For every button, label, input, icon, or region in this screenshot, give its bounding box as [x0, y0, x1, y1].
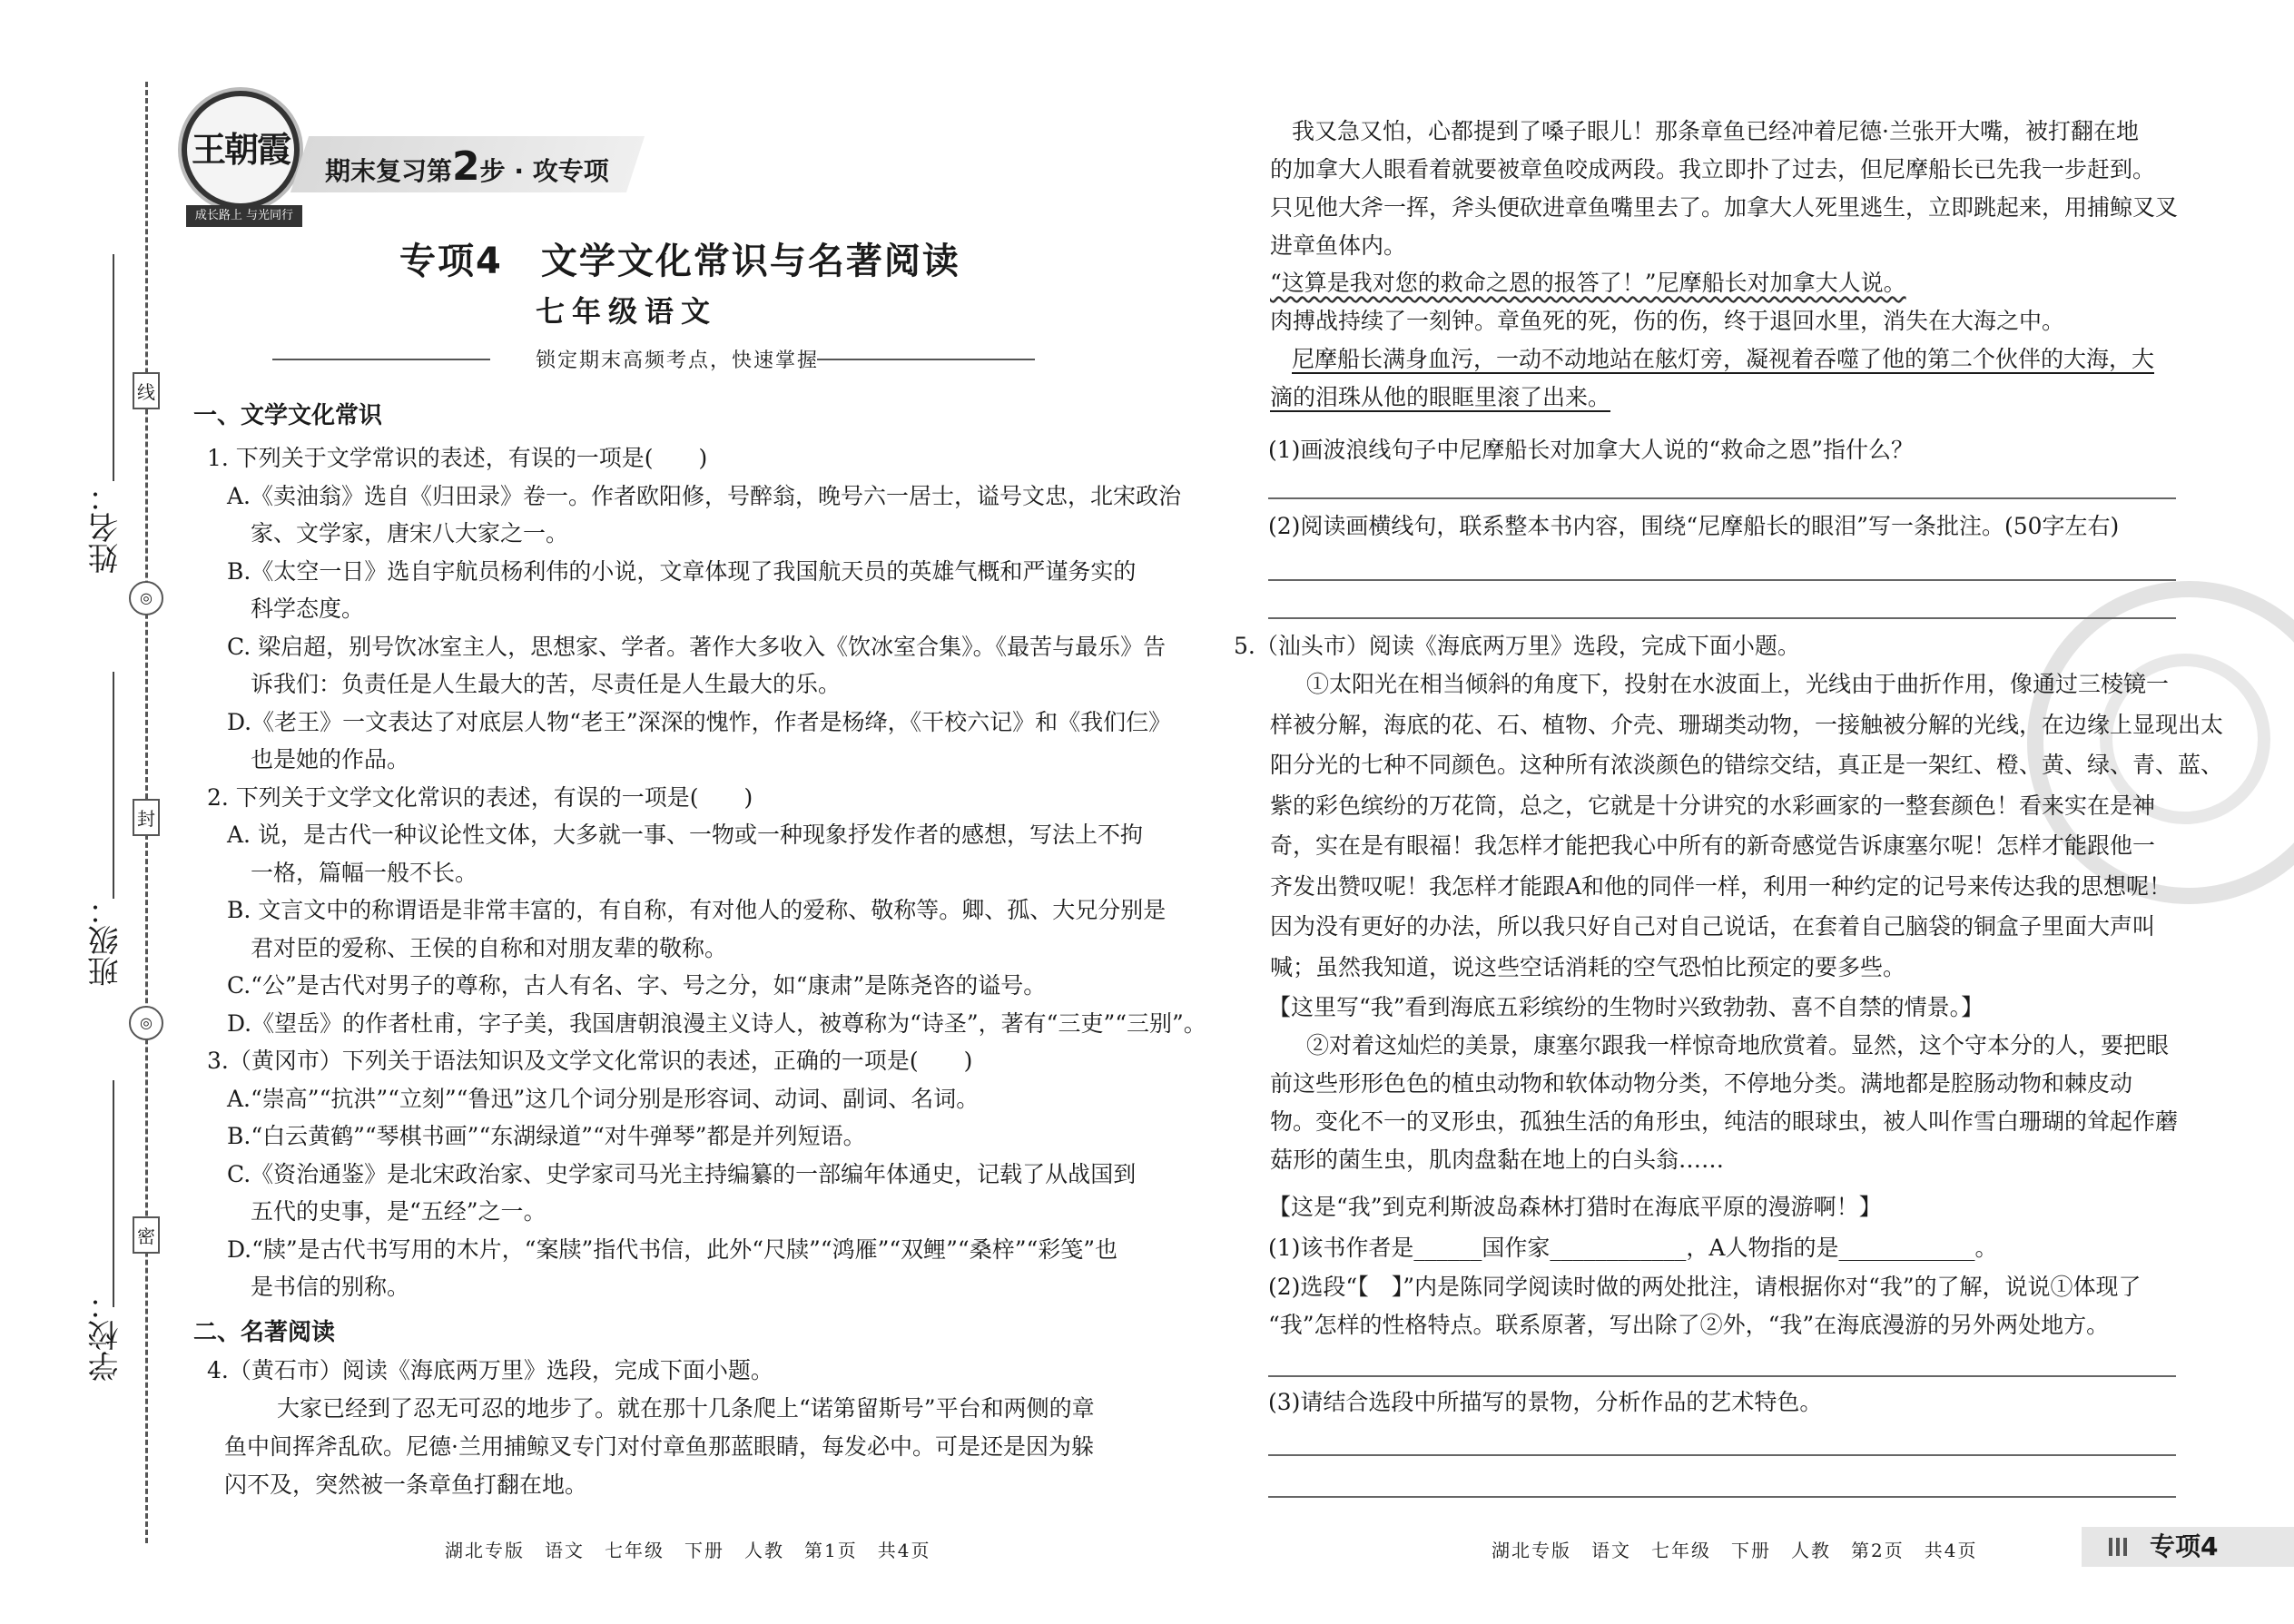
question-4-1: (1)画波浪线句子中尼摩船长对加拿大人说的“救命之恩”指什么？ — [1268, 437, 1914, 463]
text-line: A.“崇高”“抗洪”“立刻”“鲁迅”这几个词分别是形容词、动词、副词、名词。 — [227, 1085, 980, 1112]
tagline-rule-right — [817, 359, 1035, 360]
binding-hole-icon: ◎ — [129, 1006, 163, 1040]
page-subtitle: 七年级语文 — [536, 294, 718, 329]
logo-ribbon: 成长路上 与光同行 — [186, 205, 302, 227]
binding-hole-icon: ◎ — [129, 581, 163, 615]
name-field-label: 姓名： — [88, 481, 124, 574]
text-line: 奇，实在是有眼福！我怎样才能把我心中所有的新奇感觉告诉康塞尔呢！怎样才能跟他一 — [1270, 832, 2156, 859]
text-line: C. 梁启超，别号饮冰室主人，思想家、学者。著作大多收入《饮冰室合集》。《最苦与最乐》告 — [227, 633, 1167, 660]
grid-icon — [2109, 1538, 2131, 1556]
text-line: 大家已经到了忍无可忍的地步了。就在那十几条爬上“诺第留斯号”平台和两侧的章 — [277, 1395, 1095, 1422]
text-line: 3.（黄冈市）下列关于语法知识及文学文化常识的表述，正确的一项是( ) — [207, 1048, 973, 1074]
text-line: A. 说，是古代一种议论性文体，大多就一事、一物或一种现象抒发作者的感想，写法上不拘 — [227, 822, 1143, 848]
binding-mark-mi: 密 — [133, 1216, 160, 1254]
text-line: ①太阳光在相当倾斜的角度下，投射在水波面上，光线由于曲折作用，像通过三棱镜一 — [1306, 671, 2170, 697]
text-line: 君对臣的爱称、王侯的自称和对朋友辈的敬称。 — [251, 934, 728, 961]
page-footer-2: 湖北专版 语文 七年级 下册 人教 第2页 共4页 — [1492, 1540, 1978, 1561]
text-line: 阳分光的七种不同颜色。这种所有浓淡颜色的错综交结，真正是一架红、橙、黄、绿、青、蓝、 — [1270, 752, 2224, 778]
binding-mark-feng: 封 — [133, 799, 160, 836]
tagline: 锁定期末高频考点，快速掌握 — [536, 349, 820, 372]
right-page — [1147, 0, 2294, 1624]
school-field-label: 学校： — [88, 1289, 124, 1382]
question-4-prompt: 4.（黄石市）阅读《海底两万里》选段，完成下面小题。 — [207, 1357, 773, 1383]
section-heading-2: 二、名著阅读 — [193, 1319, 336, 1346]
text-line: 喊；虽然我知道，说这些空话消耗的空气恐怕比预定的要多些。 — [1270, 953, 1906, 980]
name-field-line[interactable] — [113, 254, 114, 481]
text-line: 只见他大斧一挥，斧头便砍进章鱼嘴里去了。加拿大人死里逃生，立即跳起来，用捕鲸叉叉 — [1270, 194, 2179, 221]
text-line: 五代的史事，是“五经”之一。 — [251, 1198, 546, 1225]
text-line: 一格，篇幅一般不长。 — [251, 859, 478, 886]
tagline-rule-left — [272, 359, 490, 360]
answer-line[interactable] — [1268, 1496, 2176, 1498]
text-line: 1. 下列关于文学常识的表述，有误的一项是( ) — [207, 445, 708, 471]
passage-4-para2: 肉搏战持续了一刻钟。章鱼死的死，伤的伤，终于退回水里，消失在大海之中。 — [1270, 308, 2065, 334]
text-line: 菇形的菌生虫，肌肉盘黏在地上的白头翁…… — [1270, 1147, 1725, 1173]
text-line: B.“白云黄鹤”“琴棋书画”“东湖绿道”“对牛弹琴”都是并列短语。 — [227, 1123, 866, 1149]
question-5-prompt: 5.（汕头市）阅读《海底两万里》选段，完成下面小题。 — [1234, 633, 1800, 659]
page-title: 专项4 文学文化常识与名著阅读 — [399, 241, 960, 282]
text-line: B. 文言文中的称谓语是非常丰富的，有自称，有对他人的爱称、敬称等。卿、孤、大兄分别是 — [227, 897, 1167, 923]
text-line: 滴的泪珠从他的眼眶里滚了出来。 — [1270, 384, 1611, 410]
wavy-underlined-sentence: “这算是我对您的救命之恩的报答了！”尼摩船长对加拿大人说。 — [1270, 270, 1906, 296]
text-line: 进章鱼体内。 — [1270, 232, 1407, 259]
text-line: 是书信的别称。 — [251, 1274, 410, 1300]
text-line: 科学态度。 — [251, 595, 365, 622]
answer-line[interactable] — [1268, 1454, 2176, 1456]
tagline-row — [272, 345, 1035, 372]
class-field-label: 班级： — [88, 894, 124, 987]
text-line: 样被分解，海底的花、石、植物、介壳、珊瑚类动物，一接触被分解的光线，在边缘上显现出太 — [1270, 711, 2224, 738]
text-line: B.《太空一日》选自宇航员杨利伟的小说，文章体现了我国航天员的英雄气概和严谨务实的 — [227, 557, 1137, 585]
annotation-1: 【这里写“我”看到海底五彩缤纷的生物时兴致勃勃、喜不自禁的情景。】 — [1268, 994, 1984, 1020]
text-line: 也是她的作品。 — [251, 746, 410, 773]
section-heading-1: 一、文学文化常识 — [193, 402, 383, 429]
text-line: C.“公”是古代对男子的尊称，古人有名、字、号之分，如“康肃”是陈尧咨的谥号。 — [227, 972, 1047, 999]
answer-line[interactable] — [1268, 1375, 2176, 1377]
banner-prefix: 期末复习第 — [325, 156, 453, 186]
question-5-3: (3)请结合选段中所描写的景物，分析作品的艺术特色。 — [1268, 1389, 1823, 1415]
question-5-1: (1)该书作者是______国作家____________，A人物指的是____________。 — [1268, 1235, 1998, 1261]
binding-mark-xian: 线 — [133, 372, 160, 409]
banner-text — [325, 143, 609, 190]
text-line: 我又急又怕，心都提到了嗓子眼儿！那条章鱼已经冲着尼德·兰张开大嘴，被打翻在地 — [1292, 118, 2139, 144]
text-line: 诉我们：负责任是人生最大的苦，尽责任是人生最大的乐。 — [251, 671, 842, 697]
text-line: 紫的彩色缤纷的万花筒，总之，它就是十分讲究的水彩画家的一整套颜色！看来实在是神 — [1270, 792, 2156, 819]
text-line: 2. 下列关于文学文化常识的表述，有误的一项是( ) — [207, 783, 753, 811]
question-5-2-line2: “我”怎样的性格特点。联系原著，写出除了②外，“我”在海底漫游的另外两处地方。 — [1268, 1312, 2110, 1338]
brand-logo — [182, 91, 300, 209]
question-4-2: (2)阅读画横线句，联系整本书内容，围绕“尼摩船长的眼泪”写一条批注。(50字左右) — [1268, 513, 2120, 539]
text-line: 的加拿大人眼看着就要被章鱼咬成两段。我立即扑了过去，但尼摩船长已先我一步赶到。 — [1270, 156, 2156, 182]
answer-line[interactable] — [1268, 497, 2176, 499]
text-line: 齐发出赞叹呢！我怎样才能跟A和他的同伴一样，利用一种约定的记号来传达我的思想呢！ — [1270, 872, 2172, 900]
text-line: 鱼中间挥斧乱砍。尼德·兰用捕鲸叉专门对付章鱼那蓝眼睛，每发必中。可是还是因为躲 — [224, 1433, 1094, 1460]
banner-step-number: 2 — [452, 143, 480, 190]
text-line: 家、文学家，唐宋八大家之一。 — [251, 520, 569, 546]
section-tab-label: 专项4 — [2150, 1531, 2219, 1561]
question-5-2-line1: (2)选段“【 】”内是陈同学阅读时做的两处批注，请根据你对“我”的了解，说说①体现了 — [1268, 1274, 2141, 1300]
text-line: D.《望岳》的作者杜甫，字子美，我国唐朝浪漫主义诗人，被尊称为“诗圣”，著有“三吏”“三别”。 — [227, 1009, 1206, 1037]
answer-line[interactable] — [1268, 617, 2176, 619]
text-line: 尼摩船长满身血污，一动不动地站在舷灯旁，凝视着吞噬了他的第二个伙伴的大海，大 — [1292, 346, 2155, 372]
text-line: D.《老王》一文表达了对底层人物“老王”深深的愧怍，作者是杨绛，《干校六记》和《我们仨》 — [227, 708, 1172, 735]
text-line: ②对着这灿烂的美景，康塞尔跟我一样惊奇地欣赏着。显然，这个守本分的人，要把眼 — [1306, 1032, 2170, 1058]
text-line: A.《卖油翁》选自《归田录》卷一。作者欧阳修，号醉翁，晚号六一居士，谥号文忠，北宋政治 — [227, 482, 1182, 509]
text-line: C.《资治通鉴》是北宋政治家、史学家司马光主持编纂的一部编年体通史，记载了从战国到 — [227, 1160, 1137, 1187]
text-line: 物。变化不一的叉形虫，孤独生活的角形虫，纯洁的眼球虫，被人叫作雪白珊瑚的耸起作蘑 — [1270, 1108, 2179, 1135]
class-field-line[interactable] — [113, 672, 114, 899]
answer-line[interactable] — [1268, 579, 2176, 581]
text-line: D.“牍”是古代书写用的木片，“案牍”指代书信，此外“尺牍”“鸿雁”“双鲤”“桑梓”“彩笺”也 — [227, 1235, 1118, 1263]
school-field-line[interactable] — [113, 1080, 114, 1307]
text-line: 闪不及，突然被一条章鱼打翻在地。 — [224, 1471, 588, 1498]
annotation-2: 【这是“我”到克利斯波岛森林打猎时在海底平原的漫游啊！】 — [1268, 1194, 1882, 1220]
banner-suffix: 步 · 攻专项 — [479, 156, 609, 186]
logo-text: 王朝霞 — [191, 129, 290, 170]
text-line: 前这些形形色色的植虫动物和软体动物分类，不停地分类。满地都是腔肠动物和棘皮动 — [1270, 1070, 2133, 1097]
page-footer-1: 湖北专版 语文 七年级 下册 人教 第1页 共4页 — [445, 1540, 931, 1561]
text-line: 因为没有更好的办法，所以我只好自己对自己说话，在套着自己脑袋的铜盒子里面大声叫 — [1270, 913, 2156, 940]
